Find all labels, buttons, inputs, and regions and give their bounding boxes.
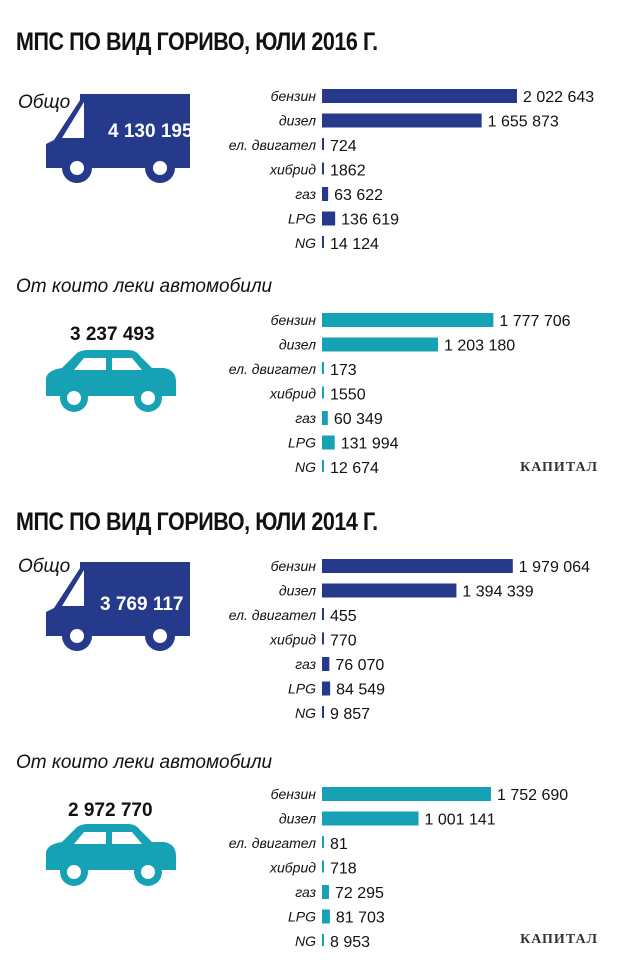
bar [322,89,517,103]
value-label: 1 979 064 [518,559,590,576]
bar [322,138,324,150]
category-label: дизел [278,112,316,129]
category-label: NG [295,235,316,251]
category-label: газ [295,410,316,426]
value-label: 81 703 [335,909,385,927]
chart-title-2014: МПС ПО ВИД ГОРИВО, ЮЛИ 2014 Г. [16,508,378,536]
bar [322,885,329,899]
chart-subtitle-2016-cars: От които леки автомобили [16,276,273,297]
total-value-2014: 3 769 117 [100,594,184,615]
value-label: 131 994 [340,435,399,453]
chart-subtitle-2014-cars: От които леки автомобили [16,752,273,773]
bar [322,187,328,201]
total-label-2014: Общо [18,556,71,577]
value-label: 718 [330,860,357,878]
category-label: газ [295,884,316,900]
bar [322,411,328,425]
bar [322,910,330,924]
category-label: хибрид [270,161,316,178]
category-label: газ [295,656,316,672]
credit-logo: КАПИТАЛ [520,460,598,475]
value-label: 1 655 873 [487,113,559,131]
bar [322,682,330,696]
bar [322,163,324,175]
chart-title-2016: МПС ПО ВИД ГОРИВО, ЮЛИ 2016 Г. [16,28,378,56]
category-label: LPG [287,210,316,227]
bar [322,114,482,128]
value-label: 724 [330,138,357,155]
bar [322,861,324,873]
bar [322,460,324,472]
value-label: 12 674 [330,460,379,477]
bar [322,608,324,620]
category-label: бензин [270,558,316,574]
category-label: дизел [278,582,316,599]
credit-logo: КАПИТАЛ [520,932,598,947]
total-value-2014-cars: 2 972 770 [68,800,153,821]
value-label: 455 [330,608,357,625]
bar [322,559,513,573]
value-label: 770 [330,632,357,650]
category-label: газ [295,186,316,202]
value-label: 63 622 [334,187,384,204]
bar [322,633,324,645]
category-label: бензин [270,88,316,104]
category-label: бензин [270,786,316,802]
bar-chart-2016-all [0,82,620,262]
category-label: хибрид [270,385,316,402]
category-label: ел. двигател [228,137,316,153]
value-label: 1 394 339 [462,583,534,601]
value-label: 173 [330,362,357,379]
bar [322,706,324,718]
value-label: 1 203 180 [443,337,516,355]
category-label: LPG [287,908,316,925]
bar [322,812,419,826]
value-label: 136 619 [341,211,400,229]
bar [322,236,324,248]
bar [322,436,335,450]
value-label: 60 349 [333,411,383,428]
category-label: ел. двигател [228,835,316,851]
value-label: 8 953 [330,934,371,951]
category-label: ел. двигател [228,607,316,623]
bar [322,362,324,374]
bar-chart-2014-all [0,552,620,732]
value-label: 1 777 706 [499,313,571,330]
value-label: 1 752 690 [496,787,569,804]
value-label: 9 857 [330,706,371,723]
total-value-2016: 4 130 195 [108,121,193,142]
bar [322,387,324,399]
bar [322,836,324,848]
category-label: LPG [287,434,316,451]
total-label-2016: Общо [18,92,71,113]
total-value-2016-cars: 3 237 493 [70,324,155,345]
value-label: 2 022 643 [523,89,595,106]
category-label: хибрид [270,631,316,648]
bar [322,934,324,946]
category-label: NG [295,705,316,721]
bar [322,313,493,327]
category-label: дизел [278,810,316,827]
category-label: NG [295,933,316,949]
value-label: 14 124 [330,236,379,253]
bar [322,338,438,352]
category-label: LPG [287,680,316,697]
bar [322,212,335,226]
bar [322,657,329,671]
value-label: 1862 [330,162,366,180]
category-label: ел. двигател [228,361,316,377]
category-label: хибрид [270,859,316,876]
value-label: 84 549 [336,681,386,699]
bar [322,787,491,801]
category-label: дизел [278,336,316,353]
category-label: NG [295,459,316,475]
bar-chart-2016-cars [0,306,620,486]
bar [322,584,456,598]
value-label: 1550 [330,386,366,404]
value-label: 72 295 [334,885,384,902]
value-label: 1 001 141 [424,811,496,829]
value-label: 81 [330,836,348,853]
value-label: 76 070 [335,657,385,674]
category-label: бензин [270,312,316,328]
